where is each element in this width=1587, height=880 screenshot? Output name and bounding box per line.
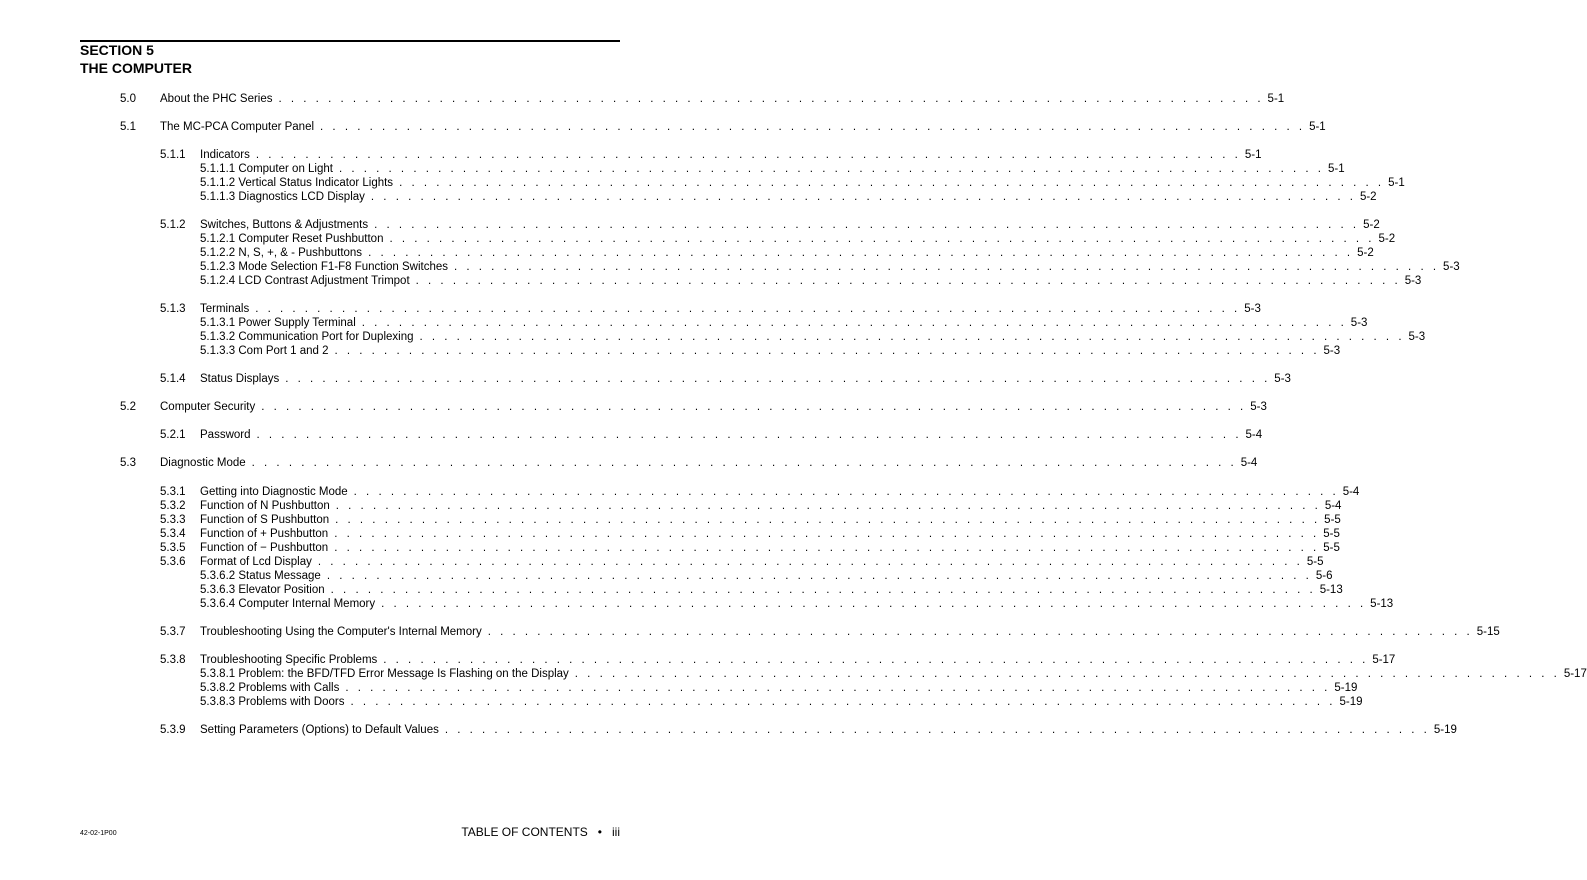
- toc-entry[interactable]: [0, 569, 1333, 583]
- toc-leader-dots: . . . . . . . . . . . . . . . . . . . . . . . . . . . . . . . . . . . . . . . . . . . . . . . . . . . . . . . . . . . . . . . . . . . . . . . . . . . . . . . .: [261, 401, 1247, 413]
- toc-entry-page: 5-3: [1274, 373, 1291, 385]
- toc-entry-title: 5.3.8.2 Problems with Calls: [200, 682, 340, 694]
- toc-entry-title: Status Displays: [200, 373, 280, 385]
- toc-entry-number: 5.1.4: [160, 373, 186, 385]
- toc-entry-page: 5-1: [1309, 121, 1326, 133]
- toc-entry-number: 5.3.9: [160, 724, 186, 736]
- toc-entry-page: 5-19: [1433, 724, 1457, 736]
- toc-entry-title: 5.1.2.4 LCD Contrast Adjustment Trimpot: [200, 275, 410, 287]
- toc-entry-page: 5-2: [1357, 247, 1374, 259]
- toc-entry-page: 5-1: [1388, 177, 1405, 189]
- toc-entry-title: 5.1.1.2 Vertical Status Indicator Lights: [200, 177, 394, 189]
- toc-entry[interactable]: [0, 583, 1343, 597]
- toc-entry-page: 5-15: [1476, 626, 1500, 638]
- toc-leader-dots: . . . . . . . . . . . . . . . . . . . . . . . . . . . . . . . . . . . . . . . . . . . . . . . . . . . . . . . . . . . . . . . . . . . . . . . . . . . . . . . .: [334, 542, 1320, 554]
- toc-leader-dots: . . . . . . . . . . . . . . . . . . . . . . . . . . . . . . . . . . . . . . . . . . . . . . . . . . . . . . . . . . . . . . . . . . . . . . . . . . . . . . . .: [383, 654, 1369, 666]
- toc-entry-page: 5-17: [1372, 654, 1396, 666]
- toc-entry-title: 5.1.3.3 Com Port 1 and 2: [200, 345, 329, 357]
- toc-entry-title: 5.3.8.3 Problems with Doors: [200, 696, 345, 708]
- toc-entry[interactable]: [0, 456, 1258, 470]
- toc-leader-dots: . . . . . . . . . . . . . . . . . . . . . . . . . . . . . . . . . . . . . . . . . . . . . . . . . . . . . . . . . . . . . . . . . . . . . . . . . . . . . . . .: [361, 317, 1347, 329]
- toc-entry-page: 5-3: [1404, 275, 1422, 287]
- toc-entry-page: 5-2: [1378, 233, 1396, 245]
- toc-entry-title: 5.1.2.2 N, S, +, & - Pushbuttons: [200, 247, 363, 259]
- toc-leader-dots: . . . . . . . . . . . . . . . . . . . . . . . . . . . . . . . . . . . . . . . . . . . . . . . . . . . . . . . . . . . . . . . . . . . . . . . . . . . . . . . .: [353, 486, 1339, 498]
- section-number: SECTION 5: [80, 42, 154, 58]
- toc-entry[interactable]: [0, 120, 1326, 134]
- toc-entry-page: 5-1: [1244, 149, 1262, 161]
- toc-entry-page: 5-3: [1244, 303, 1261, 315]
- toc-leader-dots: . . . . . . . . . . . . . . . . . . . . . . . . . . . . . . . . . . . . . . . . . . . . . . . . . . . . . . . . . . . . . . . . . . . . . . . . . . . . . . . .: [317, 556, 1303, 568]
- toc-entry-title: Format of Lcd Display: [200, 556, 312, 568]
- toc-leader-dots: . . . . . . . . . . . . . . . . . . . . . . . . . . . . . . . . . . . . . . . . . . . . . . . . . . . . . . . . . . . . . . . . . . . . . . . . . . . . . . . .: [389, 233, 1375, 245]
- footer-bullet: •: [597, 825, 602, 839]
- toc-entry[interactable]: [0, 597, 1394, 611]
- section-title: THE COMPUTER: [80, 60, 192, 76]
- toc-entry-page: 5-3: [1350, 317, 1368, 329]
- toc-entry-page: 5-4: [1342, 486, 1360, 498]
- toc-entry[interactable]: [0, 695, 1363, 709]
- toc-entry[interactable]: [0, 555, 1324, 569]
- toc-entry[interactable]: [0, 541, 1340, 555]
- toc-entry-number: 5.3.2: [160, 500, 186, 512]
- toc-entry[interactable]: [0, 246, 1374, 260]
- toc-leader-dots: . . . . . . . . . . . . . . . . . . . . . . . . . . . . . . . . . . . . . . . . . . . . . . . . . . . . . . . . . . . . . . . . . . . . . . . . . . . . . . . .: [326, 570, 1312, 582]
- toc-leader-dots: . . . . . . . . . . . . . . . . . . . . . . . . . . . . . . . . . . . . . . . . . . . . . . . . . . . . . . . . . . . . . . . . . . . . . . . . . . . . . . . .: [334, 345, 1320, 357]
- toc-leader-dots: . . . . . . . . . . . . . . . . . . . . . . . . . . . . . . . . . . . . . . . . . . . . . . . . . . . . . . . . . . . . . . . . . . . . . . . . . . . . . . . .: [415, 275, 1401, 287]
- toc-entry-title: Function of N Pushbutton: [200, 500, 330, 512]
- toc-entry-title: 5.1.2.1 Computer Reset Pushbutton: [200, 233, 384, 245]
- toc-entry-title: 5.3.6.2 Status Message: [200, 570, 321, 582]
- toc-entry[interactable]: [0, 274, 1422, 288]
- toc-entry-page: 5-13: [1370, 598, 1394, 610]
- toc-entry-title: Terminals: [200, 303, 250, 315]
- toc-leader-dots: . . . . . . . . . . . . . . . . . . . . . . . . . . . . . . . . . . . . . . . . . . . . . . . . . . . . . . . . . . . . . . . . . . . . . . . . . . . . . . . .: [374, 219, 1360, 231]
- toc-leader-dots: . . . . . . . . . . . . . . . . . . . . . . . . . . . . . . . . . . . . . . . . . . . . . . . . . . . . . . . . . . . . . . . . . . . . . . . . . . . . . . . .: [368, 247, 1354, 259]
- toc-entry-title: 5.1.1.1 Computer on Light: [200, 163, 333, 175]
- toc-entry-number: 5.3.7: [160, 626, 186, 638]
- footer-page-number: iii: [612, 825, 620, 839]
- toc-leader-dots: . . . . . . . . . . . . . . . . . . . . . . . . . . . . . . . . . . . . . . . . . . . . . . . . . . . . . . . . . . . . . . . . . . . . . . . . . . . . . . . .: [574, 668, 1560, 680]
- toc-entry-title: Setting Parameters (Options) to Default Values: [200, 724, 439, 736]
- toc-leader-dots: . . . . . . . . . . . . . . . . . . . . . . . . . . . . . . . . . . . . . . . . . . . . . . . . . . . . . . . . . . . . . . . . . . . . . . . . . . . . . . . .: [278, 93, 1264, 105]
- toc-entry-number: 5.1.3: [160, 303, 186, 315]
- toc-entry[interactable]: [0, 723, 1457, 737]
- toc-entry-number: 5.3.6: [160, 556, 186, 568]
- toc-leader-dots: . . . . . . . . . . . . . . . . . . . . . . . . . . . . . . . . . . . . . . . . . . . . . . . . . . . . . . . . . . . . . . . . . . . . . . . . . . . . . . . .: [350, 696, 1336, 708]
- toc-entry[interactable]: [0, 527, 1340, 541]
- toc-entry[interactable]: [0, 162, 1345, 176]
- toc-entry[interactable]: [0, 330, 1426, 344]
- document-code: 42-02-1P00: [80, 830, 117, 837]
- toc-entry-page: 5-1: [1267, 93, 1285, 105]
- toc-entry-page: 5-4: [1324, 500, 1342, 512]
- toc-entry-title: Troubleshooting Using the Computer's Internal Memory: [200, 626, 482, 638]
- toc-leader-dots: . . . . . . . . . . . . . . . . . . . . . . . . . . . . . . . . . . . . . . . . . . . . . . . . . . . . . . . . . . . . . . . . . . . . . . . . . . . . . . . .: [334, 528, 1320, 540]
- toc-entry[interactable]: [0, 372, 1291, 386]
- toc-leader-dots: . . . . . . . . . . . . . . . . . . . . . . . . . . . . . . . . . . . . . . . . . . . . . . . . . . . . . . . . . . . . . . . . . . . . . . . . . . . . . . . .: [419, 331, 1405, 343]
- toc-entry[interactable]: [0, 148, 1262, 162]
- toc-entry[interactable]: [0, 625, 1500, 639]
- toc-leader-dots: . . . . . . . . . . . . . . . . . . . . . . . . . . . . . . . . . . . . . . . . . . . . . . . . . . . . . . . . . . . . . . . . . . . . . . . . . . . . . . . .: [444, 724, 1430, 736]
- toc-entry-number: 5.3.3: [160, 514, 186, 526]
- toc-entry-number: 5.3.8: [160, 654, 186, 666]
- toc-entry-page: 5-19: [1334, 682, 1358, 694]
- toc-entry-title: 5.1.3.1 Power Supply Terminal: [200, 317, 356, 329]
- toc-entry-number: 5.1.1: [160, 149, 186, 161]
- toc-entry-page: 5-4: [1240, 457, 1258, 469]
- toc-entry[interactable]: [0, 513, 1341, 527]
- toc-entry-page: 5-1: [1328, 163, 1345, 175]
- toc-entry[interactable]: [0, 232, 1396, 246]
- toc-entry[interactable]: [0, 260, 1460, 274]
- toc-entry-page: 5-3: [1443, 261, 1460, 273]
- toc-entry-title: Troubleshooting Specific Problems: [200, 654, 378, 666]
- toc-entry-number: 5.1.2: [160, 219, 186, 231]
- toc-entry[interactable]: [0, 190, 1377, 204]
- toc-entry-title: Diagnostic Mode: [160, 457, 246, 469]
- toc-leader-dots: . . . . . . . . . . . . . . . . . . . . . . . . . . . . . . . . . . . . . . . . . . . . . . . . . . . . . . . . . . . . . . . . . . . . . . . . . . . . . . . .: [255, 303, 1241, 315]
- toc-leader-dots: . . . . . . . . . . . . . . . . . . . . . . . . . . . . . . . . . . . . . . . . . . . . . . . . . . . . . . . . . . . . . . . . . . . . . . . . . . . . . . . .: [335, 500, 1321, 512]
- toc-entry-title: Computer Security: [160, 401, 256, 413]
- toc-entry-page: 5-17: [1563, 668, 1587, 680]
- toc-entry-page: 5-5: [1306, 556, 1324, 568]
- toc-entry-title: Function of − Pushbutton: [200, 542, 329, 554]
- toc-entry-title: 5.3.6.4 Computer Internal Memory: [200, 598, 376, 610]
- toc-entry-title: 5.3.6.3 Elevator Position: [200, 584, 325, 596]
- toc-entry-page: 5-13: [1319, 584, 1343, 596]
- toc-entry-number: 5.2.1: [160, 429, 186, 441]
- toc-entry-page: 5-19: [1339, 696, 1363, 708]
- page-footer: [461, 825, 620, 839]
- toc-leader-dots: . . . . . . . . . . . . . . . . . . . . . . . . . . . . . . . . . . . . . . . . . . . . . . . . . . . . . . . . . . . . . . . . . . . . . . . . . . . . . . . .: [381, 598, 1367, 610]
- footer-label: TABLE OF CONTENTS: [461, 825, 588, 839]
- toc-leader-dots: . . . . . . . . . . . . . . . . . . . . . . . . . . . . . . . . . . . . . . . . . . . . . . . . . . . . . . . . . . . . . . . . . . . . . . . . . . . . . . . .: [285, 373, 1271, 385]
- toc-entry-title: 5.1.3.2 Communication Port for Duplexing: [200, 331, 414, 343]
- toc-entry-page: 5-3: [1250, 401, 1267, 413]
- toc-entry-page: 5-5: [1324, 514, 1341, 526]
- toc-leader-dots: . . . . . . . . . . . . . . . . . . . . . . . . . . . . . . . . . . . . . . . . . . . . . . . . . . . . . . . . . . . . . . . . . . . . . . . . . . . . . . . .: [251, 457, 1237, 469]
- toc-entry-number: 5.1: [120, 121, 136, 133]
- toc-entry-number: 5.3: [120, 457, 136, 469]
- toc-entry-page: 5-3: [1408, 331, 1426, 343]
- toc-leader-dots: . . . . . . . . . . . . . . . . . . . . . . . . . . . . . . . . . . . . . . . . . . . . . . . . . . . . . . . . . . . . . . . . . . . . . . . . . . . . . . . .: [487, 626, 1473, 638]
- toc-entry-page: 5-5: [1323, 528, 1340, 540]
- toc-entry-number: 5.0: [120, 93, 136, 105]
- toc-entry[interactable]: [0, 400, 1267, 414]
- toc-entry-title: Function of S Pushbutton: [200, 514, 330, 526]
- toc-entry-page: 5-2: [1363, 219, 1380, 231]
- toc-entry[interactable]: [0, 667, 1587, 681]
- toc-entry[interactable]: [0, 485, 1360, 499]
- toc-entry[interactable]: [0, 218, 1380, 232]
- toc-entry-number: 5.2: [120, 401, 136, 413]
- toc-leader-dots: . . . . . . . . . . . . . . . . . . . . . . . . . . . . . . . . . . . . . . . . . . . . . . . . . . . . . . . . . . . . . . . . . . . . . . . . . . . . . . . .: [454, 261, 1440, 273]
- toc-entry-number: 5.3.5: [160, 542, 186, 554]
- toc-leader-dots: . . . . . . . . . . . . . . . . . . . . . . . . . . . . . . . . . . . . . . . . . . . . . . . . . . . . . . . . . . . . . . . . . . . . . . . . . . . . . . . .: [256, 429, 1242, 441]
- section-heading: [80, 41, 192, 77]
- toc-entry[interactable]: [0, 428, 1263, 442]
- toc-entry-number: 5.3.4: [160, 528, 186, 540]
- toc-entry-title: Password: [200, 429, 251, 441]
- toc-entry-title: About the PHC Series: [160, 93, 273, 105]
- toc-entry[interactable]: [0, 653, 1396, 667]
- toc-entry[interactable]: [0, 316, 1368, 330]
- toc-leader-dots: . . . . . . . . . . . . . . . . . . . . . . . . . . . . . . . . . . . . . . . . . . . . . . . . . . . . . . . . . . . . . . . . . . . . . . . . . . . . . . . .: [335, 514, 1321, 526]
- toc-entry-title: 5.1.2.3 Mode Selection F1-F8 Function Switches: [200, 261, 449, 273]
- toc-entry-title: Function of + Pushbutton: [200, 528, 329, 540]
- toc-leader-dots: . . . . . . . . . . . . . . . . . . . . . . . . . . . . . . . . . . . . . . . . . . . . . . . . . . . . . . . . . . . . . . . . . . . . . . . . . . . . . . . .: [255, 149, 1241, 161]
- toc-entry-title: Getting into Diagnostic Mode: [200, 486, 348, 498]
- toc-entry[interactable]: [0, 302, 1261, 316]
- toc-leader-dots: . . . . . . . . . . . . . . . . . . . . . . . . . . . . . . . . . . . . . . . . . . . . . . . . . . . . . . . . . . . . . . . . . . . . . . . . . . . . . . . .: [338, 163, 1325, 175]
- toc-entry-title: Indicators: [200, 149, 250, 161]
- toc-entry-number: 5.3.1: [160, 486, 186, 498]
- toc-entry-title: 5.1.1.3 Diagnostics LCD Display: [200, 191, 365, 203]
- toc-entry[interactable]: [0, 344, 1341, 358]
- toc-entry-page: 5-6: [1315, 570, 1333, 582]
- toc-entry-title: The MC-PCA Computer Panel: [160, 121, 315, 133]
- toc-entry-page: 5-4: [1245, 429, 1263, 441]
- toc-entry-page: 5-2: [1359, 191, 1377, 203]
- toc-entry[interactable]: [0, 176, 1405, 190]
- toc-entry-page: 5-5: [1323, 542, 1340, 554]
- toc-entry-page: 5-3: [1323, 345, 1341, 357]
- toc-leader-dots: . . . . . . . . . . . . . . . . . . . . . . . . . . . . . . . . . . . . . . . . . . . . . . . . . . . . . . . . . . . . . . . . . . . . . . . . . . . . . . . .: [345, 682, 1331, 694]
- toc-leader-dots: . . . . . . . . . . . . . . . . . . . . . . . . . . . . . . . . . . . . . . . . . . . . . . . . . . . . . . . . . . . . . . . . . . . . . . . . . . . . . . . .: [399, 177, 1385, 189]
- toc-entry-title: 5.3.8.1 Problem: the BFD/TFD Error Message Is Flashing on the Display: [200, 668, 569, 680]
- toc-leader-dots: . . . . . . . . . . . . . . . . . . . . . . . . . . . . . . . . . . . . . . . . . . . . . . . . . . . . . . . . . . . . . . . . . . . . . . . . . . . . . . . .: [330, 584, 1316, 596]
- toc-leader-dots: . . . . . . . . . . . . . . . . . . . . . . . . . . . . . . . . . . . . . . . . . . . . . . . . . . . . . . . . . . . . . . . . . . . . . . . . . . . . . . . .: [370, 191, 1356, 203]
- toc-entry[interactable]: [0, 681, 1358, 695]
- toc-entry[interactable]: [0, 92, 1285, 106]
- toc-leader-dots: . . . . . . . . . . . . . . . . . . . . . . . . . . . . . . . . . . . . . . . . . . . . . . . . . . . . . . . . . . . . . . . . . . . . . . . . . . . . . . . .: [320, 121, 1306, 133]
- toc-entry-title: Switches, Buttons & Adjustments: [200, 219, 369, 231]
- toc-entry[interactable]: [0, 499, 1342, 513]
